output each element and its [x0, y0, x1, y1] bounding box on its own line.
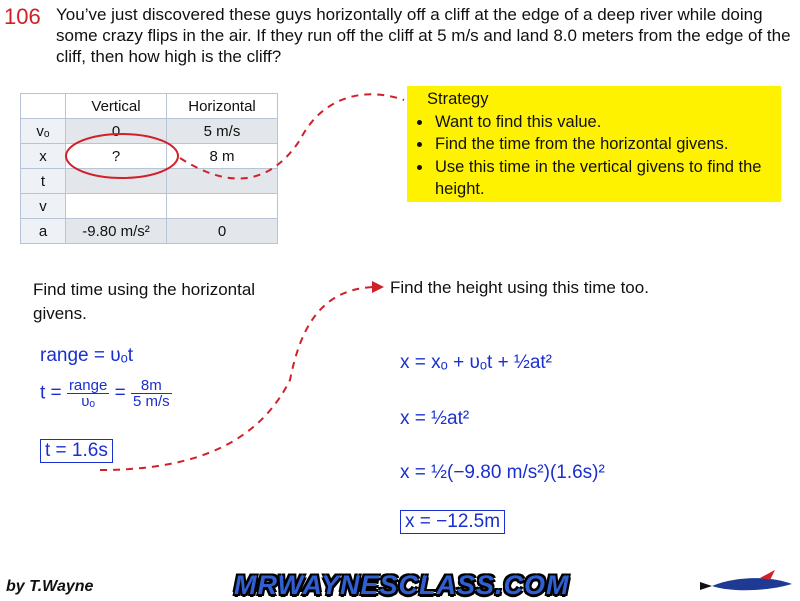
rocket-icon [700, 570, 792, 590]
problem-number: 106 [4, 4, 41, 29]
row-label: a [21, 219, 66, 244]
simplified-equation: x = ½at² [400, 408, 470, 429]
unknown-circle [66, 134, 178, 178]
time-eq-equals: = [114, 382, 126, 404]
row-label: x [21, 144, 66, 169]
cell-vertical: ? [66, 144, 167, 169]
cell-horizontal: 5 m/s [167, 119, 278, 144]
arrow-head-icon [372, 281, 384, 293]
strategy-bullet: • Want to find this value. [433, 111, 775, 134]
row-label: t [21, 169, 66, 194]
table-header-horizontal: Horizontal [167, 94, 278, 119]
flow-connector [100, 287, 382, 470]
fraction-numerator: 8m [131, 378, 172, 394]
substituted-equation: x = ½(−9.80 m/s²)(1.6s)² [400, 462, 605, 483]
author-credit: by T.Wayne [6, 578, 94, 595]
time-eq-lhs: t = [40, 382, 62, 404]
site-logo: MRWAYNESCLASS.COM [234, 570, 570, 600]
cell-horizontal: 8 m [167, 144, 278, 169]
range-equation: range = υₒt [40, 345, 134, 366]
cell-horizontal: 0 [167, 219, 278, 244]
strategy-bullet: • Use this time in the vertical givens to find the height. [433, 156, 775, 201]
row-label: v [21, 194, 66, 219]
fraction-numerator: range [68, 377, 108, 394]
right-heading: Find the height using this time too. [390, 278, 649, 297]
table-header-vertical: Vertical [66, 94, 167, 119]
height-result: x = −12.5m [400, 510, 505, 534]
left-heading: Find time using the horizontal givens. [33, 280, 256, 323]
cell-vertical: 0 [66, 119, 167, 144]
strategy-connector [180, 94, 404, 178]
strategy-bullet: • Find the time from the horizontal givens. [433, 133, 775, 156]
time-result: t = 1.6s [40, 439, 113, 463]
problem-text: You’ve just discovered these guys horizontally off a cliff at the edge of a deep river while doing some crazy flips in the air. If they run off the cliff at 5 m/s and land 8.0 meters from the edge of the cliff, then how high is the cliff? [56, 5, 791, 66]
fraction-denominator: υₒ [81, 393, 96, 410]
row-label: vₒ [21, 119, 66, 144]
cell-vertical: -9.80 m/s² [66, 219, 167, 244]
fraction-denominator: 5 m/s [132, 393, 170, 410]
kinematic-equation: x = xₒ + υₒt + ½at² [400, 352, 552, 373]
strategy-title: Strategy [427, 90, 489, 108]
